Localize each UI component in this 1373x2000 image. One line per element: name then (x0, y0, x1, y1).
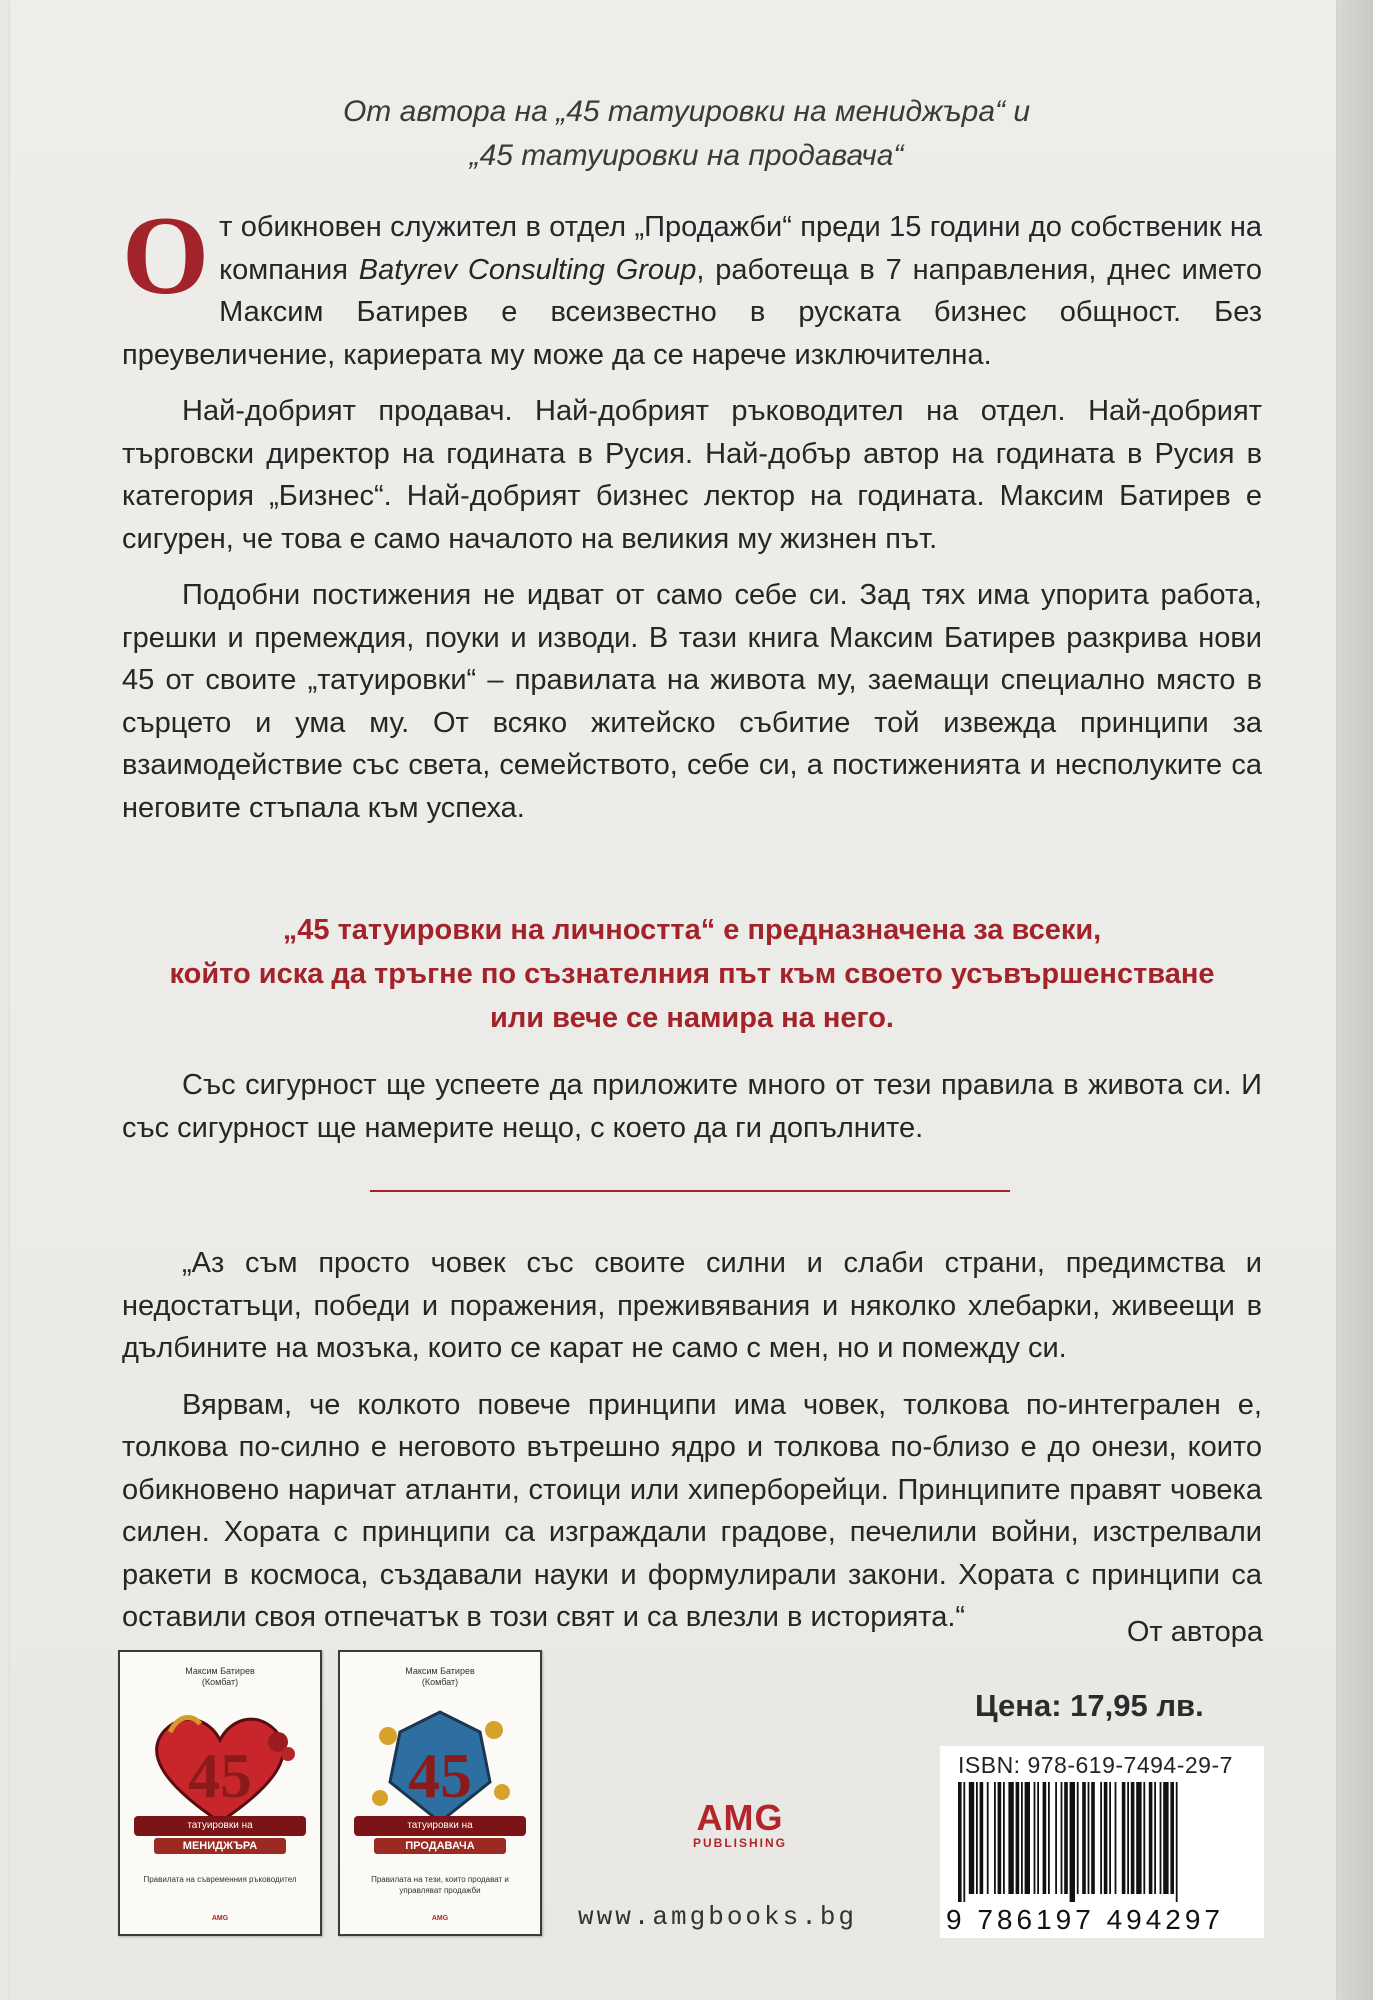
book-author: Максим Батирев (Комбат) (185, 1666, 255, 1687)
barcode-bar (1077, 1782, 1079, 1894)
barcode-bar (1122, 1782, 1126, 1894)
book-line: татуировки на (354, 1816, 526, 1836)
price-label: Цена: 17,95 лв. (975, 1688, 1204, 1723)
barcode-bar (1163, 1782, 1168, 1894)
barcode-bar (976, 1782, 978, 1894)
barcode-bar (987, 1782, 989, 1894)
divider-line (370, 1190, 1010, 1192)
barcode-bar (998, 1782, 1002, 1894)
barcode-bar (1021, 1782, 1023, 1894)
barcode-bar (1082, 1782, 1086, 1894)
barcode-bar (1043, 1782, 1047, 1894)
barcode-bar (1003, 1782, 1005, 1894)
company-name: Batyrev Consulting Group (358, 253, 697, 286)
barcode-bar (1109, 1782, 1111, 1894)
closing-text (122, 1064, 1262, 1163)
intro-text (122, 194, 1263, 843)
dropcap: О (122, 194, 210, 318)
book-publisher: AMG (211, 1915, 229, 1922)
barcode-bar (1115, 1782, 1117, 1894)
book-number: 45 (188, 1740, 252, 1811)
quote-paragraph-2: Вярвам, че колкото повече принципи има човек, толкова по-интегрален е, толкова по-силно е неговото вътрешно ядро и толкова по-близо е до онези, които обикновено наричат атланти, стоици или хиперборейци. Принципите правят човека силен. Хората с принципи са изграждали градове, печелили войни, изстрелвали ракети в космоса, създавали науки и формулирали закони. Хората с принципи са оставили своя отпечатък в този свят и са влезли в историята.“ (122, 1388, 1262, 1633)
barcode-bar (1149, 1782, 1153, 1894)
barcode-bar (969, 1782, 974, 1894)
book-author: Максим Батирев (Комбат) (405, 1666, 475, 1687)
isbn-label: ISBN: 978-619-7494-29-7 (958, 1752, 1233, 1778)
barcode-bar (958, 1782, 962, 1902)
barcode-bar (1131, 1782, 1135, 1894)
publisher-website: www.amgbooks.bg (578, 1902, 858, 1932)
author-quote (122, 1242, 1262, 1653)
book-thumbnail-manager (118, 1650, 322, 1936)
subtitle-line-1: От автора на „45 татуировки на мениджъра“ и (342, 95, 1031, 128)
cover-edge (1337, 0, 1373, 2000)
book-tagline: Правилата на съвременния ръководител (143, 1875, 297, 1884)
barcode-bar (1008, 1782, 1013, 1894)
barcode-bar (1025, 1782, 1030, 1894)
barcode-bar (1055, 1782, 1057, 1894)
barcode-bar (1070, 1782, 1075, 1902)
barcode-bar (1048, 1782, 1050, 1894)
subtitle-line-2: „45 татуировки на продавача“ (469, 139, 904, 172)
publisher-name: AMG (696, 1797, 784, 1838)
intro-paragraph-3: Подобни постижения не идват от само себе си. Зад тях има упорита работа, грешки и премеждия, поуки и изводи. В тази книга Максим Батирев разкрива нови 45 от своите „татуировки“ – правилата на живота му, заемащи специално място в сърцето и ума му. От всяко житейско събитие той извежда принципи за взаимодействие със света, семейството, себе си, а постиженията и несполуките са неговите стъпала към успеха. (122, 579, 1262, 824)
highlight-statement (122, 908, 1262, 1040)
highlight-line-1: „45 татуировки на личността“ е предназначена за всеки, (282, 914, 1102, 946)
book-publisher: AMG (431, 1915, 449, 1922)
book-line: татуировки на (134, 1816, 306, 1836)
barcode-bar (1154, 1782, 1156, 1894)
barcode-bar (1091, 1782, 1095, 1894)
barcode-bar (980, 1782, 984, 1894)
barcode-bar (1176, 1782, 1178, 1902)
quote-paragraph-1: „Аз съм просто човек със своите силни и слаби страни, предимства и недостатъци, победи и поражения, преживявания и няколко хлебарки, живеещи в дълбините на мозъка, които се карат не само с мен, но и помежду си. (122, 1247, 1262, 1364)
barcode-bar (1104, 1782, 1108, 1894)
barcode-bar (1143, 1782, 1145, 1894)
book-title: МЕНИДЖЪРА (154, 1838, 286, 1854)
barcode (940, 1746, 1264, 1938)
publisher-logo (680, 1797, 800, 1850)
barcode-bar (1160, 1782, 1162, 1894)
barcode-bar (1100, 1782, 1102, 1894)
barcode-bar (1170, 1782, 1174, 1894)
highlight-line-2: който иска да тръгне по съзнателния път към своето усъвършенстване (169, 958, 1215, 990)
highlight-line-3: или вече се намира на него. (490, 1002, 894, 1034)
barcode-bar (1064, 1782, 1068, 1894)
publisher-sub: PUBLISHING (692, 1836, 787, 1850)
barcode-bar (1034, 1782, 1036, 1894)
barcode-bar (994, 1782, 996, 1894)
intro-paragraph-2: Най-добрият продавач. Най-добрият ръководител на отдел. Най-добрият търговски директор на годината в Русия. Най-добър автор на годината в Русия в категория „Бизнес“. Най-добрият бизнес лектор на годината. Максим Батирев е сигурен, че това е само началото на великия му жизнен път. (122, 395, 1262, 555)
book-tagline: Правилата на тези, които продават и управляват продажби (371, 1875, 509, 1895)
barcode-bar (1088, 1782, 1090, 1894)
barcode-bar (1037, 1782, 1039, 1894)
closing-paragraph: Със сигурност ще успеете да приложите много от тези правила в живота си. И със сигурност ще намерите нещо, с което да ги допълните. (122, 1069, 1262, 1144)
barcode-bar (1016, 1782, 1020, 1894)
barcode-bar (1136, 1782, 1141, 1894)
barcode-bars (954, 1782, 1250, 1902)
barcode-bar (1127, 1782, 1129, 1894)
ean-number: 9 786197 494297 (946, 1904, 1224, 1935)
barcode-bar (1061, 1782, 1063, 1894)
book-number: 45 (408, 1740, 472, 1811)
intro-paragraph-1: От обикновен служител в отдел „Продажби“ преди 15 години до собственик на компания Batyrev Consulting Group, работеща в 7 направления, днес името Максим Батирев е всеизвестно в руската бизнес общност. Без преувеличение, кариерата му може да се нарече изключителна. (122, 194, 1263, 371)
book-thumbnail-seller (338, 1650, 542, 1936)
book-title: ПРОДАВАЧА (374, 1838, 506, 1854)
barcode-bar (963, 1782, 965, 1902)
quote-signature: От автора (1126, 1616, 1263, 1648)
